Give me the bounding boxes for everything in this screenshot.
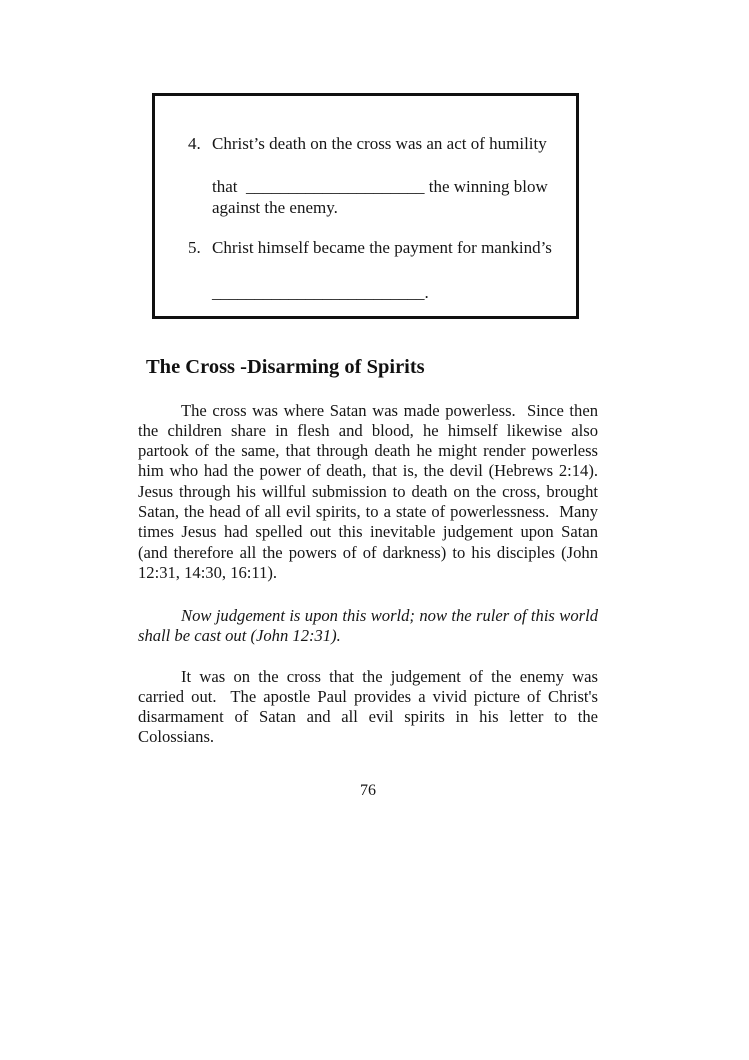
question-5-fill-blank-line: _________________________.: [212, 283, 429, 302]
scripture-quote: Now judgement is upon this world; now the ruler of this world shall be cast out (John 12:31).: [138, 605, 603, 645]
question-4-number: 4.: [188, 134, 201, 153]
question-5-number: 5.: [188, 238, 201, 257]
question-4-line-3: against the enemy.: [212, 198, 338, 217]
question-4-line-1: Christ’s death on the cross was an act of humility: [212, 134, 547, 153]
body-paragraph-1: The cross was where Satan was made powerless. Since then the children share in flesh and blood, he himself likewise also partook of the same, that through death he might render powerless him who had the power of death, that is, the devil (Hebrews 2:14). Jesus through his willful submission to death on the cross, brought Satan, the head of all evil spirits, to a state of powerlessness. Many times Jesus had spelled out this inevitable judgement upon Satan (and therefore all the powers of of darkness) to his disciples (John 12:31, 14:30, 16:11).: [138, 400, 607, 582]
section-heading: The Cross -Disarming of Spirits: [146, 355, 425, 378]
question-5-line-1: Christ himself became the payment for mankind’s: [212, 238, 552, 257]
question-4-fill-blank-line: that _____________________ the winning blow: [212, 177, 548, 196]
body-paragraph-2: It was on the cross that the judgement of the enemy was carried out. The apostle Paul provides a vivid picture of Christ's disarmament of Satan and all evil spirits in his letter to the Colossians.: [138, 666, 603, 747]
worksheet-question-box: [152, 93, 579, 319]
page-number: 76: [360, 782, 376, 799]
